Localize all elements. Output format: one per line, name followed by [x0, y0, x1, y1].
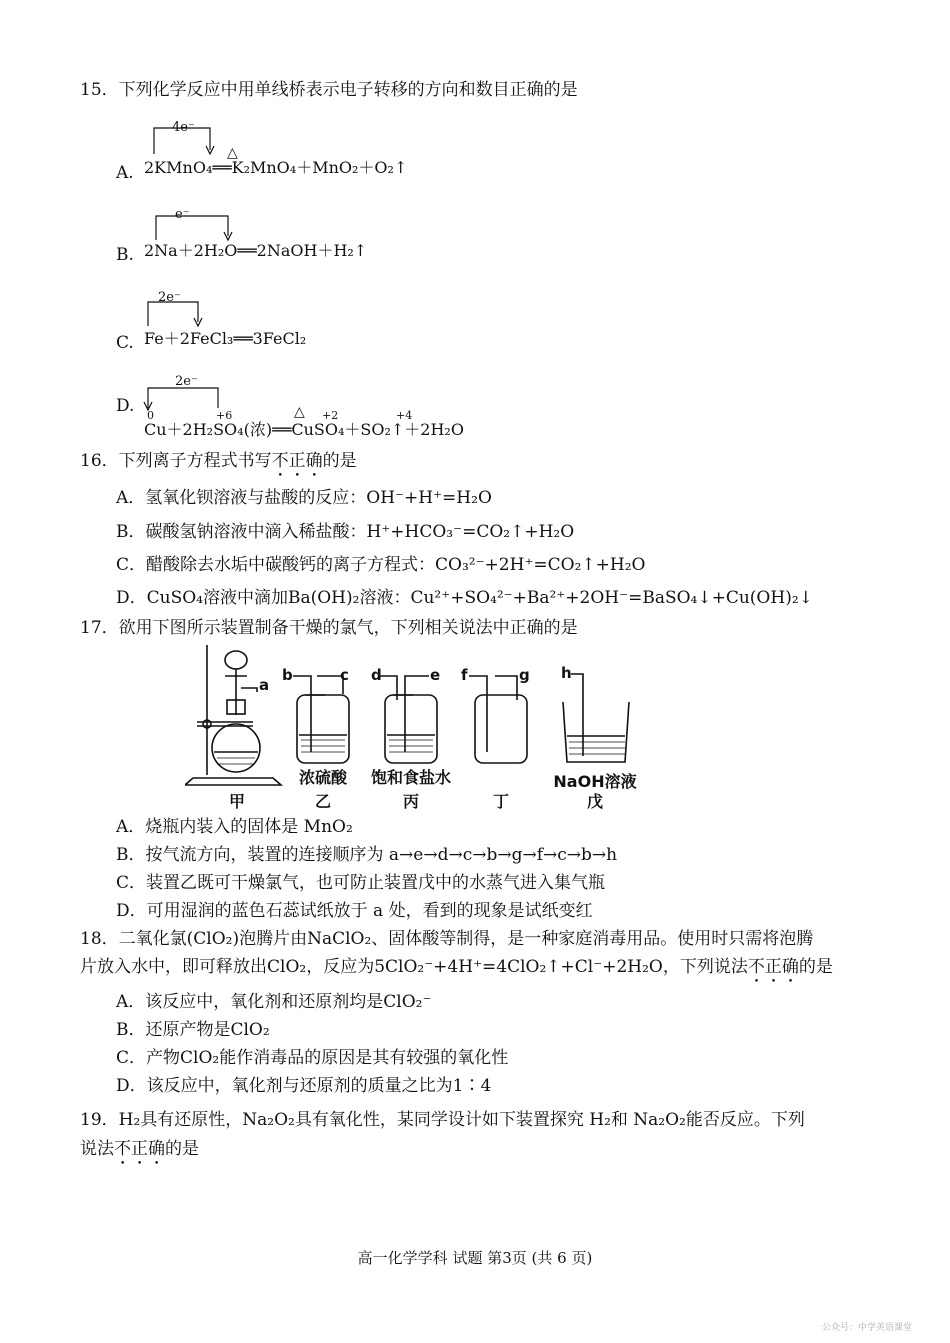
- q15-d-label: D.: [116, 396, 135, 416]
- q17-apparatus-diagram: [185, 640, 655, 815]
- q17-name-wu: 戊: [586, 792, 604, 811]
- q15-b-equation: 2Na＋2H₂O══2NaOH＋H₂↑: [144, 241, 368, 260]
- q17-port-d: d: [371, 666, 382, 684]
- q18-line2: 片放入水中，即可释放出ClO₂，反应为5ClO₂⁻+4H⁺=4ClO₂↑+Cl⁻+2H₂O，下列说法不正确的是: [80, 957, 833, 977]
- q15-d-ox-so2: +4: [396, 409, 413, 422]
- page-footer: 高一化学学科 试题 第3页 (共 6 页): [357, 1249, 593, 1267]
- q15-d-condition: △: [294, 404, 305, 420]
- q17-port-b: b: [282, 666, 293, 684]
- q15-a-electrons: 4e⁻: [172, 120, 195, 135]
- q17-port-e: e: [430, 666, 441, 684]
- q18-option-a: A．该反应中，氧化剂和还原剂均是ClO₂⁻: [116, 992, 432, 1012]
- q17-port-g: g: [519, 666, 530, 684]
- q19-line1: 19．H₂具有还原性，Na₂O₂具有氧化性，某同学设计如下装置探究 H₂和 Na₂O₂能否反应。下列: [80, 1110, 805, 1130]
- q16-stem: 16．下列离子方程式书写不正确的是: [80, 451, 357, 471]
- q19-line2: 说法不正确的是: [80, 1139, 199, 1159]
- q15-d-ox-cuso4: +2: [322, 409, 339, 422]
- q15-d-electrons: 2e⁻: [175, 374, 198, 389]
- q15-b-label: B.: [116, 245, 134, 265]
- q15-stem: 15．下列化学反应中用单线桥表示电子转移的方向和数目正确的是: [80, 80, 578, 100]
- q15-a-equation: 2KMnO₄══K₂MnO₄＋MnO₂＋O₂↑: [144, 158, 408, 177]
- q15-d-ox-cu: 0: [147, 409, 154, 422]
- q17-option-c: C．装置乙既可干燥氯气，也可防止装置戊中的水蒸气进入集气瓶: [116, 873, 606, 893]
- q17-name-ding: 丁: [492, 792, 510, 811]
- q15-c-equation: Fe＋2FeCl₃══3FeCl₂: [144, 329, 307, 348]
- q17-liquid-sat-brine: 饱和食盐水: [370, 768, 452, 787]
- q15-a-condition: △: [227, 145, 238, 161]
- q17-name-jia: 甲: [228, 792, 246, 811]
- watermark: 公众号：中学英语课堂: [821, 1323, 912, 1333]
- q15-d-equation: Cu＋2H₂SO₄(浓)══CuSO₄＋SO₂↑＋2H₂O: [144, 420, 464, 439]
- q16-option-c: C．醋酸除去水垢中碳酸钙的离子方程式：CO₃²⁻+2H⁺=CO₂↑+H₂O: [116, 555, 646, 575]
- q17-port-f: f: [461, 666, 468, 684]
- q18-line1: 18．二氧化氯(ClO₂)泡腾片由NaClO₂、固体酸等制得，是一种家庭消毒用品。使用时只需将泡腾: [80, 929, 814, 949]
- q16-option-b: B．碳酸氢钠溶液中滴入稀盐酸：H⁺+HCO₃⁻=CO₂↑+H₂O: [116, 522, 575, 542]
- q17-name-yi: 乙: [314, 792, 332, 811]
- q15-a-label: A.: [116, 163, 134, 183]
- q15-c-electrons: 2e⁻: [158, 290, 181, 305]
- q15-d-ox-s: +6: [216, 409, 233, 422]
- q17-option-d: D．可用湿润的蓝色石蕊试纸放于 a 处，看到的现象是试纸变红: [116, 901, 593, 921]
- q17-name-bing: 丙: [402, 792, 420, 811]
- q15-c-label: C.: [116, 333, 134, 353]
- q15-b-electrons: e⁻: [175, 207, 190, 222]
- q18-option-d: D．该反应中，氧化剂与还原剂的质量之比为1∶4: [116, 1076, 492, 1096]
- q16-option-a: A．氢氧化钡溶液与盐酸的反应：OH⁻+H⁺=H₂O: [116, 488, 492, 508]
- q18-option-b: B．还原产物是ClO₂: [116, 1020, 270, 1040]
- q18-option-c: C．产物ClO₂能作消毒品的原因是其有较强的氧化性: [116, 1048, 509, 1068]
- q17-port-h: h: [561, 664, 572, 682]
- q17-liquid-naoh: NaOH溶液: [553, 772, 637, 791]
- q17-liquid-conc-sulfuric: 浓硫酸: [298, 768, 348, 787]
- q17-port-a: a: [259, 676, 270, 694]
- q17-port-c: c: [340, 666, 349, 684]
- q16-option-d: D．CuSO₄溶液中滴加Ba(OH)₂溶液：Cu²⁺+SO₄²⁻+Ba²⁺+2OH⁻=BaSO₄↓+Cu(OH)₂↓: [116, 588, 813, 608]
- q17-stem: 17．欲用下图所示装置制备干燥的氯气，下列相关说法中正确的是: [80, 618, 578, 638]
- q17-option-b: B．按气流方向，装置的连接顺序为 a→e→d→c→b→g→f→c→b→h: [116, 845, 618, 865]
- q17-option-a: A．烧瓶内装入的固体是 MnO₂: [116, 817, 353, 837]
